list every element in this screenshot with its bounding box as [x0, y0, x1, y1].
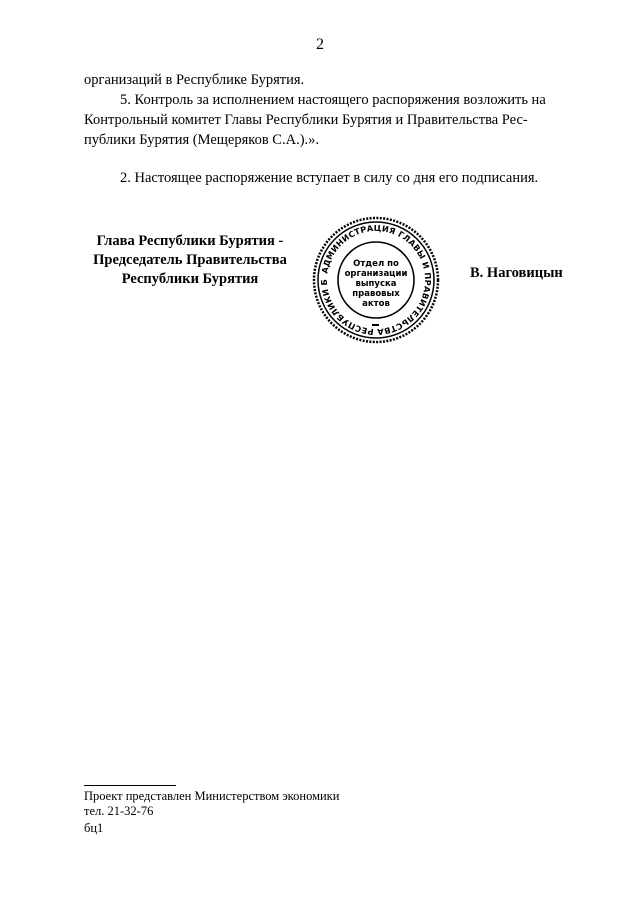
page-number: 2	[316, 36, 324, 53]
stamp-ring-text: АДМИНИСТРАЦИЯ ГЛАВЫ И ПРАВИТЕЛЬСТВА РЕСПУБЛИКИ Б	[318, 222, 434, 338]
official-stamp	[310, 214, 442, 346]
stamp-center-line-3: выпуска	[355, 279, 397, 289]
stamp-center-line-1: Отдел по	[353, 259, 399, 269]
signatory-title-line-1: Глава Республики Бурятия -	[96, 233, 284, 249]
signatory-name: В. Наговицын	[470, 265, 563, 281]
paragraph-continuation: организаций в Республике Бурятия.	[84, 72, 305, 88]
footer-note	[84, 789, 339, 819]
signatory-title	[70, 232, 310, 289]
footer-line-1: Проект представлен Министерством экономики	[84, 789, 340, 803]
paragraph-5-line-1: 5. Контроль за исполнением настоящего распоряжения возложить на	[120, 92, 546, 108]
stamp-seal-icon	[310, 214, 442, 346]
stamp-center-line-2: организации	[344, 269, 408, 279]
paragraph-2: 2. Настоящее распоряжение вступает в силу со дня его подписания.	[120, 170, 539, 186]
paragraph-5-line-2: Контрольный комитет Главы Республики Бурятия и Правительства Рес-	[84, 112, 528, 128]
signatory-title-line-3: Республики Бурятия	[121, 271, 259, 287]
signatory-title-line-2: Председатель Правительства	[93, 252, 287, 268]
footer-code: бц1	[84, 821, 104, 835]
stamp-center-line-5: актов	[362, 299, 390, 309]
paragraph-5-line-3: публики Бурятия (Мещеряков С.А.).».	[84, 132, 320, 148]
document-body	[84, 70, 570, 188]
footer-line-2: тел. 21-32-76	[84, 804, 154, 818]
stamp-center-line-4: правовых	[352, 289, 400, 299]
footer-divider	[84, 785, 176, 786]
